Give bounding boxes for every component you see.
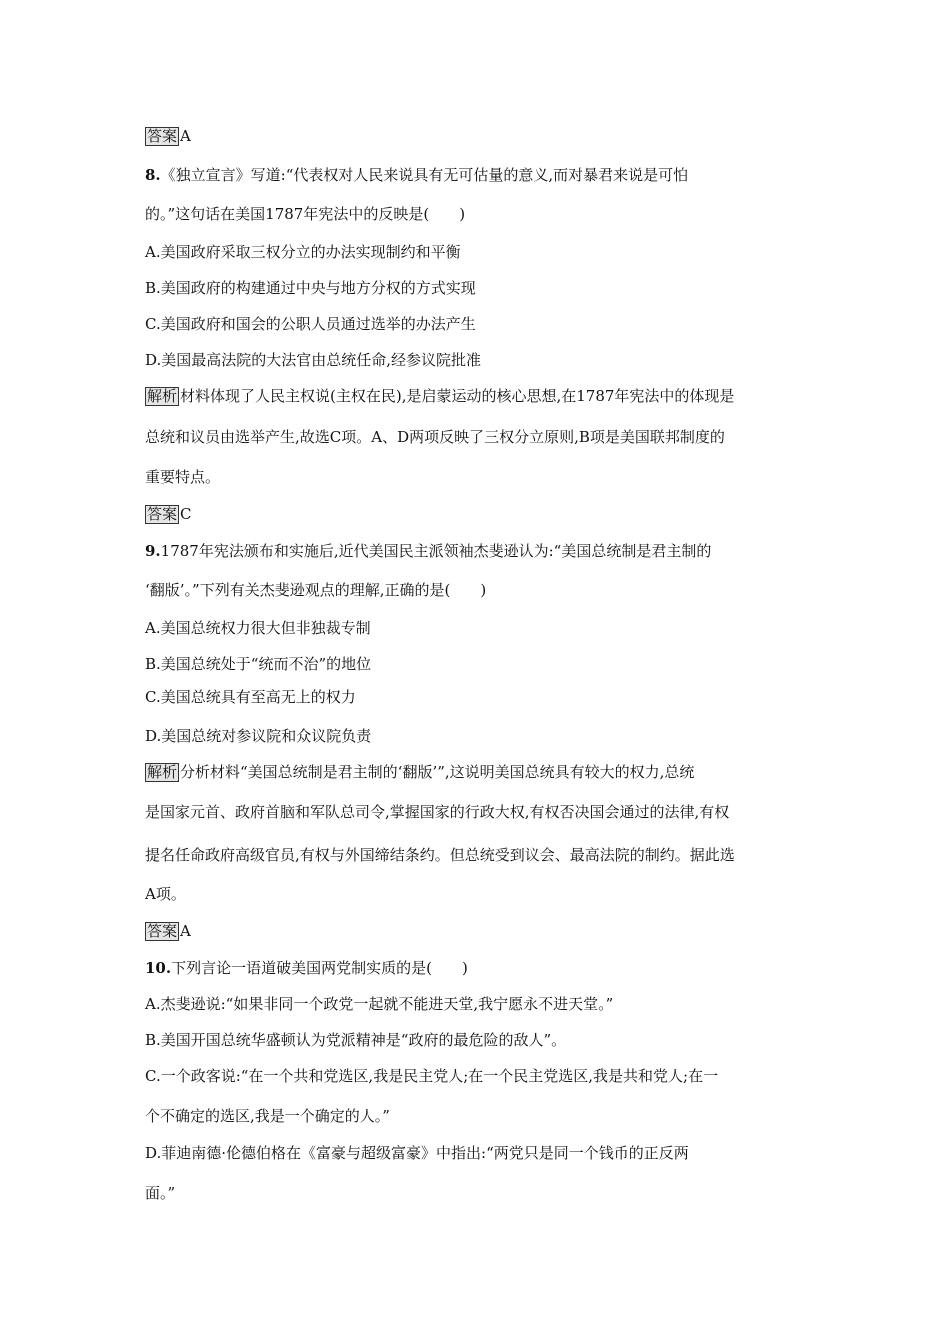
q9-option-b: B.美国总统处于“统而不治”的地位 (145, 655, 372, 673)
q10-option-c-line1: C.一个政客说:“在一个共和党选区,我是民主党人;在一个民主党选区,我是共和党人;在一 (145, 1067, 719, 1085)
q8-option-b: B.美国政府的构建通过中央与地方分权的方式实现 (145, 279, 476, 297)
q8-stem-line2: 的。”这句话在美国1787年宪法中的反映是( ) (145, 205, 466, 223)
q8-analysis-line1: 解析 材料体现了人民主权说(主权在民),是启蒙运动的核心思想,在1787年宪法中的体现是 (147, 387, 735, 405)
q9-stem-line1: 9.1787年宪法颁布和实施后,近代美国民主派领袖杰斐逊认为:“美国总统制是君主制的 (145, 542, 712, 560)
answer-tag: 答案 (147, 505, 178, 523)
q9-answer: 答案 A (147, 922, 191, 940)
answer-tag: 答案 (147, 922, 178, 940)
q8-option-d: D.美国最高法院的大法官由总统任命,经参议院批准 (145, 351, 482, 369)
answer-tag: 答案 (147, 127, 178, 145)
q9-analysis-line3: 提名任命政府高级官员,有权与外国缔结条约。但总统受到议会、最高法院的制约。据此选 (145, 846, 735, 864)
q10-option-d-line1: D.菲迪南德·伦德伯格在《富豪与超级富豪》中指出:“两党只是同一个钱币的正反两 (145, 1144, 689, 1162)
prev-answer: 答案 A (147, 127, 191, 145)
q9-option-c: C.美国总统具有至高无上的权力 (145, 688, 356, 706)
q9-analysis-line1: 解析 分析材料“美国总统制是君主制的‘翻版’”,这说明美国总统具有较大的权力,总统 (147, 763, 695, 781)
q9-analysis-line2: 是国家元首、政府首脑和军队总司令,掌握国家的行政大权,有权否决国会通过的法律,有权 (145, 803, 730, 821)
q10-option-d-line2: 面。” (145, 1184, 176, 1202)
q8-stem-line1: 8.《独立宣言》写道:“代表权对人民来说具有无可估量的意义,而对暴君来说是可怕 (145, 166, 689, 184)
q8-analysis-line2: 总统和议员由选举产生,故选C项。A、D两项反映了三权分立原则,B项是美国联邦制度的 (145, 428, 725, 446)
q8-analysis-line3: 重要特点。 (145, 468, 221, 486)
analysis-tag: 解析 (147, 763, 178, 781)
q9-option-d: D.美国总统对参议院和众议院负责 (145, 727, 372, 745)
q8-answer: 答案 C (147, 505, 192, 523)
q8-option-a: A.美国政府采取三权分立的办法实现制约和平衡 (145, 243, 461, 261)
q10-option-c-line2: 个不确定的选区,我是一个确定的人。” (145, 1107, 390, 1125)
q10-option-b: B.美国开国总统华盛顿认为党派精神是“政府的最危险的敌人”。 (145, 1031, 567, 1049)
q9-option-a: A.美国总统权力很大但非独裁专制 (145, 619, 371, 637)
q10-option-a: A.杰斐逊说:“如果非同一个政党一起就不能进天堂,我宁愿永不进天堂。” (145, 995, 614, 1013)
analysis-tag: 解析 (147, 387, 178, 405)
q10-stem: 10.下列言论一语道破美国两党制实质的是( ) (145, 959, 468, 977)
q8-option-c: C.美国政府和国会的公职人员通过选举的办法产生 (145, 315, 476, 333)
q9-stem-line2: ‘翻版’。”下列有关杰斐逊观点的理解,正确的是( ) (145, 581, 487, 599)
q9-analysis-line4: A项。 (145, 885, 186, 903)
